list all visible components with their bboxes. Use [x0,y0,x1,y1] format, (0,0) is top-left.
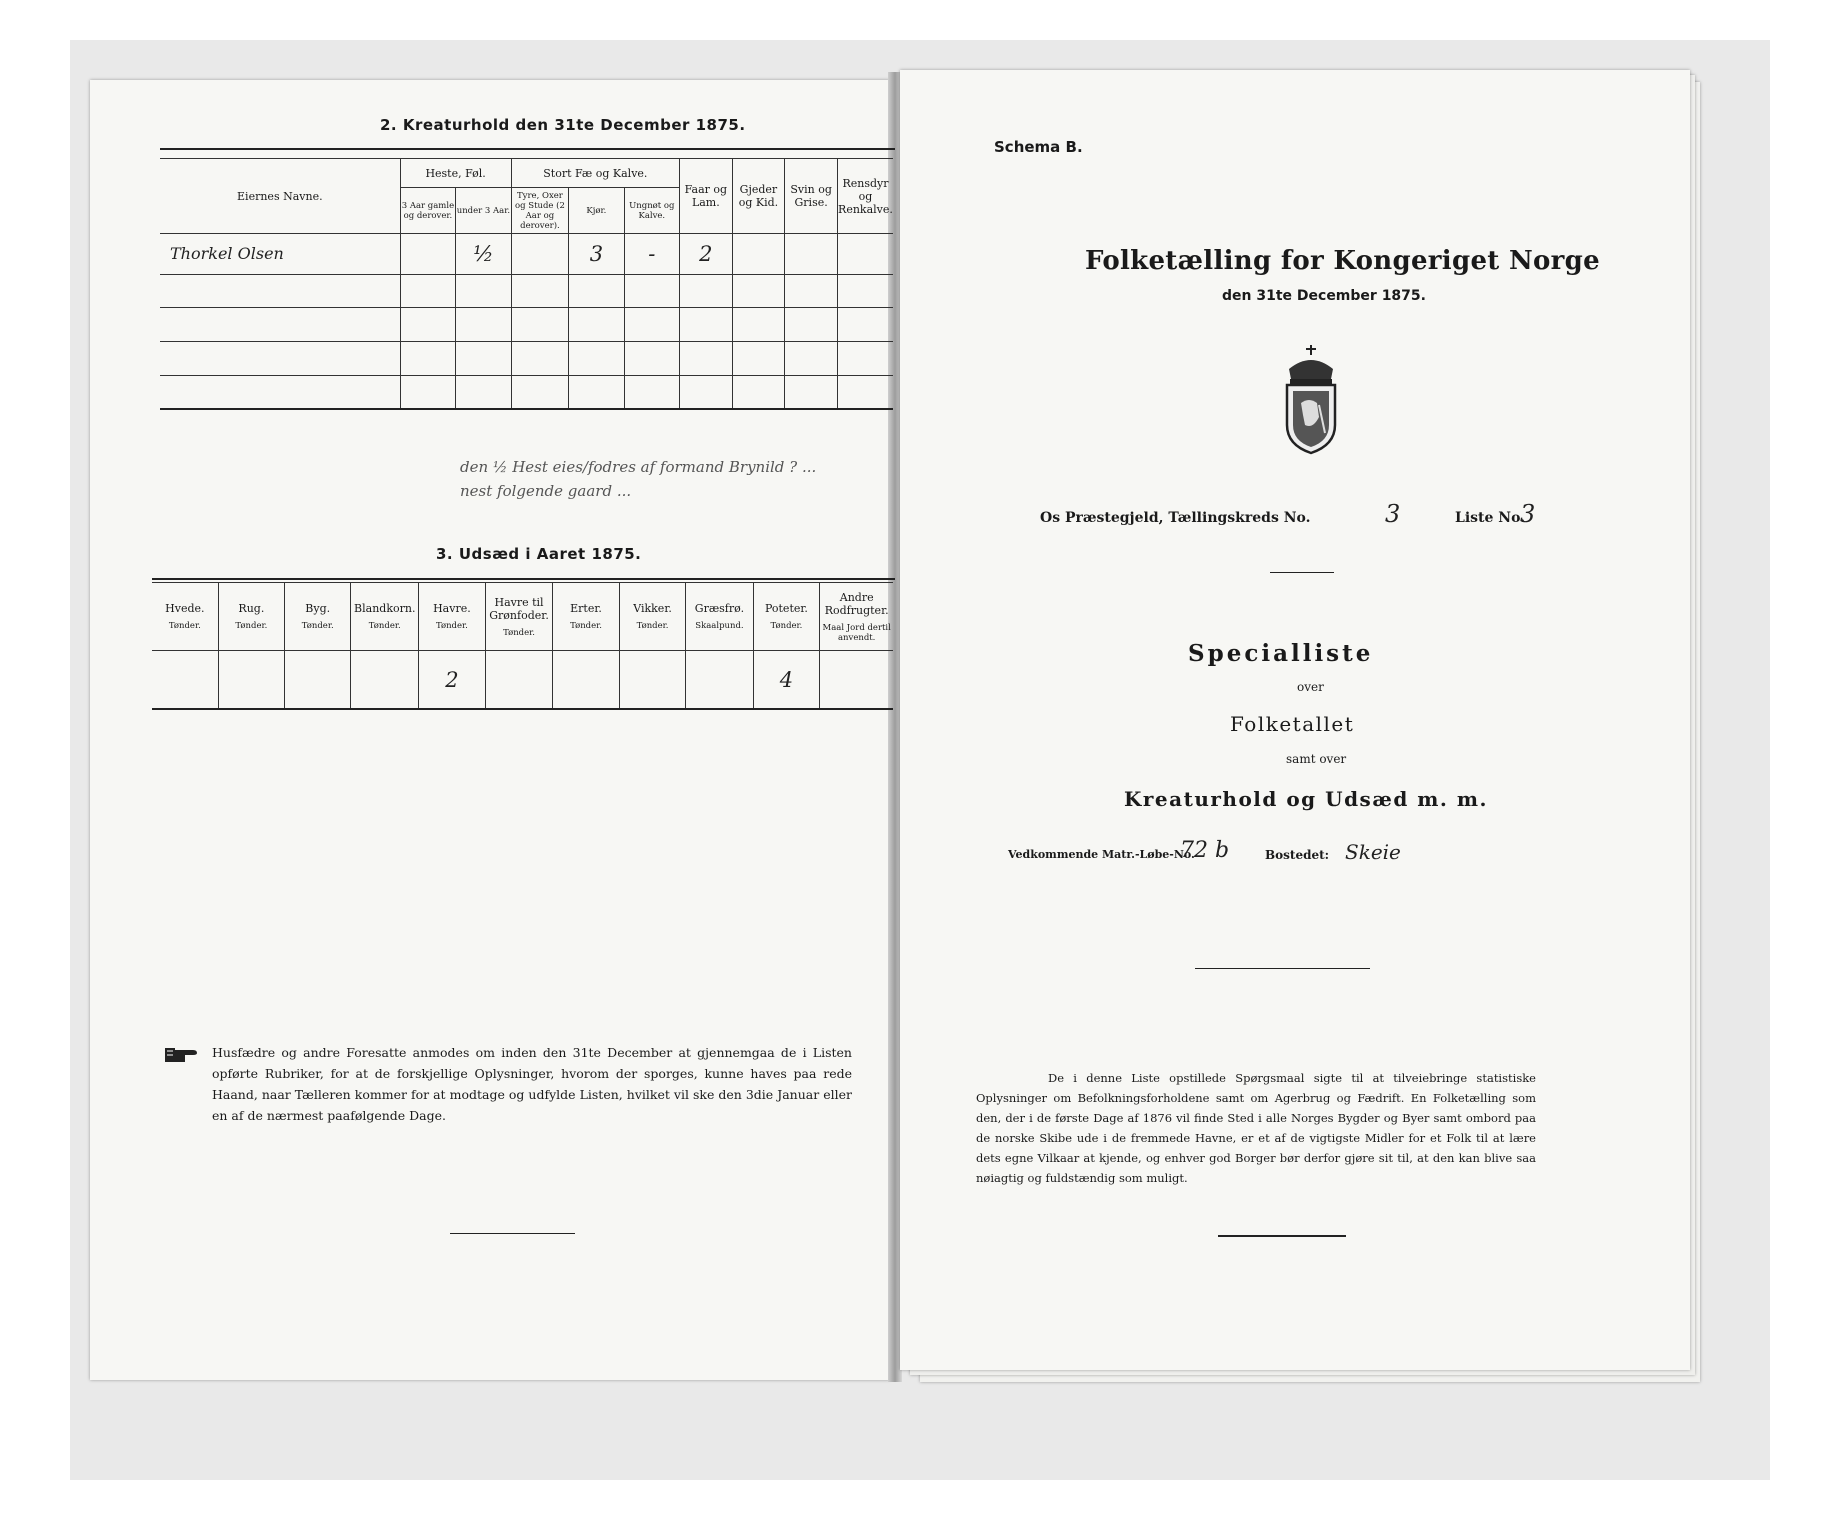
goats-header: Gjeder og Kid. [732,159,785,234]
seed-header-name: Andre Rodfrugter. [824,590,889,617]
divider [1218,1235,1346,1237]
main-title: Folketælling for Kongeriget Norge [1085,246,1600,276]
seed-header-3 [351,583,419,651]
horses-sub2: under 3 Aar. [456,188,511,234]
seed-header-8 [686,583,753,651]
coat-of-arms-icon [1279,345,1343,455]
cattle-header: Stort Fæ og Kalve. [511,159,679,188]
folketallet-text: Folketallet [1230,712,1355,736]
seed-header-unit: Skaalpund. [695,621,744,632]
seed-header-name: Græsfrø. [694,602,745,616]
seed-value-6 [553,651,619,709]
seed-header-name: Rug. [238,602,265,616]
seed-header-unit: Maal Jord dertil anvendt. [822,622,891,643]
kreaturhold-text: Kreaturhold og Udsæd m. m. [1124,787,1488,811]
seed-header-2 [285,583,351,651]
seed-header-unit: Tønder. [301,621,334,632]
seed-header-6 [553,583,619,651]
seed-header-9 [753,583,820,651]
seed-header-name: Erter. [570,602,602,616]
rule [160,148,895,150]
special-title: Specialliste [1188,640,1374,667]
parish-label: Os Præstegjeld, Tællingskreds No. [1040,510,1311,526]
liste-label: Liste No. [1455,510,1526,526]
matr-label: Vedkommende Matr.-Løbe-No. [1008,848,1195,861]
seed-value-10 [820,651,893,709]
date-line: den 31te December 1875. [1222,288,1426,304]
schema-label: Schema B. [994,138,1083,156]
seed-header-unit: Tønder. [235,621,268,632]
seed-header-5 [485,583,553,651]
liste-number: 3 [1520,500,1536,528]
pointing-hand-icon [163,1042,199,1068]
horses-sub1: 3 Aar gamle og derover. [400,188,456,234]
seed-header-name: Havre til Grønfoder. [489,595,549,622]
bostedet-value: Skeie [1345,840,1401,864]
sheep-value: 2 [680,234,733,274]
notice-text: Husfædre og andre Foresatte anmodes om inden den 31te December at gjennemgaa de i Listen opførte Rubriker, for at de forskjellige Oplysninger, hvorom der sporges, kunne haves paa rede Haand, naar Tælleren kommer for at modtage og udfylde Listen, hvilket vil ske den 3die Januar eller en af de nærmest paafølgende Dage. [212,1045,852,1123]
matr-number: 72 b [1180,838,1230,863]
handwritten-note-line1: den ½ Hest eies/fodres af formand Brynild ? ... [460,458,817,476]
seed-header-4 [419,583,486,651]
seed-header-unit: Tønder. [168,621,201,632]
parish-number: 3 [1385,500,1401,528]
horses-header: Heste, Føl. [400,159,511,188]
seed-value-0 [152,651,218,709]
divider [1195,968,1370,969]
seed-header-unit: Tønder. [435,621,468,632]
divider [450,1233,575,1234]
seed-header-0 [152,583,218,651]
cattle-sub2: Kjør. [569,188,624,234]
explanation-paragraph: De i denne Liste opstillede Spørgsmaal sigte til at tilveiebringe statistiske Oplysninger om Befolkningsforholdene samt om Agerbrug og Fædrift. En Folketælling som den, der i de første Dage af 1876 vil finde Sted i alle Norges Bygder og Byer samt ombord paa de norske Skibe ude i de fremmede Havne, er et af de vigtigste Midler for et Folk til at lære dets egne Vilkaar at kjende, og enhver god Borger bør derfor gjøre sit til, at den kan blive saa nøiagtig og fuldstændig som muligt. [976,1071,1536,1185]
cattle-sub3: Ungnøt og Kalve. [624,188,680,234]
seed-value-9: 4 [753,651,820,709]
seed-value-8 [686,651,753,709]
seed-header-unit: Tønder. [770,621,803,632]
bostedet-label: Bostedet: [1265,848,1330,862]
section2-title: 2. Kreaturhold den 31te December 1875. [380,116,746,134]
seed-header-10 [820,583,893,651]
seed-header-1 [218,583,284,651]
seed-table [152,582,893,710]
seed-header-unit: Tønder. [368,621,401,632]
seed-header-unit: Tønder. [570,621,602,632]
seed-header-unit: Tønder. [636,621,669,632]
young-value: - [624,234,680,274]
rule [152,578,895,580]
samt-over-text: samt over [1286,752,1347,766]
seed-header-name: Havre. [433,602,471,616]
owner-header: Eiernes Navne. [160,159,400,234]
over-text: over [1297,680,1324,694]
seed-header-name: Poteter. [764,602,808,616]
owner-name: Thorkel Olsen [170,244,284,264]
seed-value-3 [351,651,419,709]
horses-under3-value: ½ [456,234,511,274]
livestock-table [160,158,893,410]
seed-value-4: 2 [419,651,486,709]
seed-value-1 [218,651,284,709]
handwritten-note-line2: nest folgende gaard ... [460,482,632,500]
seed-value-5 [485,651,553,709]
seed-header-name: Byg. [305,602,331,616]
sheep-header: Faar og Lam. [680,159,733,234]
seed-value-7 [619,651,686,709]
seed-header-name: Hvede. [165,602,205,616]
seed-header-7 [619,583,686,651]
seed-header-unit: Tønder. [503,627,535,638]
seed-header-name: Blandkorn. [354,602,416,616]
section3-title: 3. Udsæd i Aaret 1875. [436,545,642,563]
seed-header-name: Vikker. [633,602,672,616]
cows-value: 3 [569,234,624,274]
seed-value-2 [285,651,351,709]
pigs-header: Svin og Grise. [785,159,838,234]
divider [1270,572,1334,573]
reindeer-header: Rensdyr og Renkalve. [837,159,893,234]
cattle-sub1: Tyre, Oxer og Stude (2 Aar og derover). [511,188,569,234]
